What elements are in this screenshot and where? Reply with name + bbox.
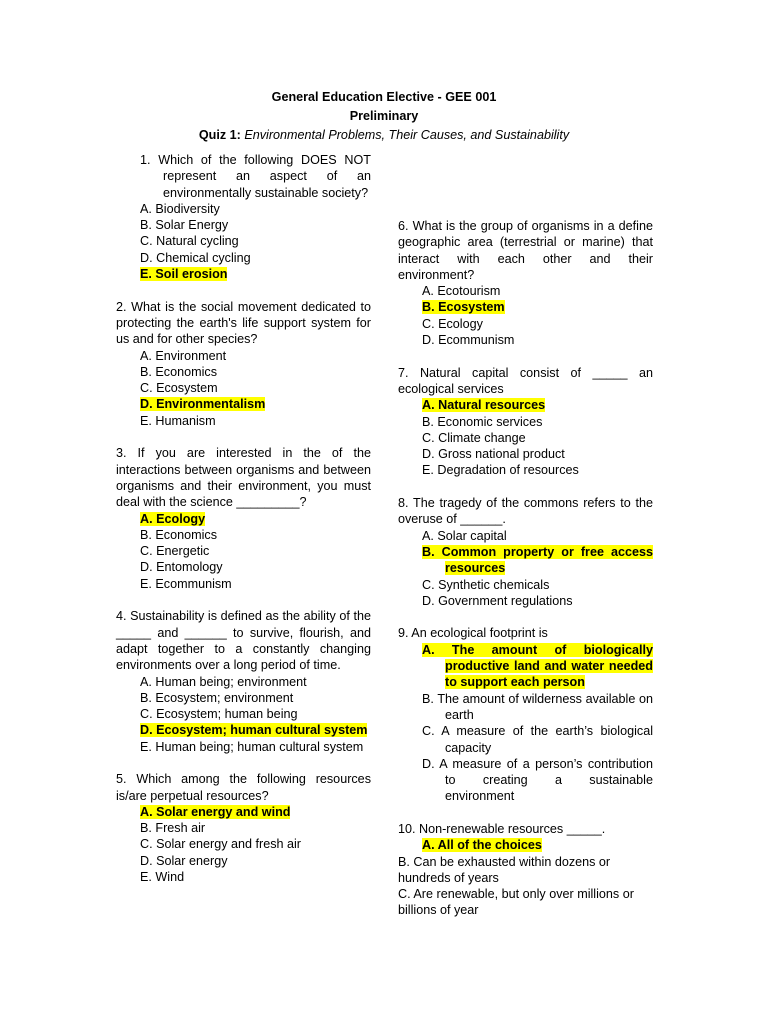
option-c: C. Ecosystem (140, 381, 218, 396)
option-e: E. Ecommunism (140, 576, 232, 591)
question-text: 3. If you are interested in the of the interactions between organisms and between organisms and their environment, you must deal with the science _________? (116, 446, 371, 510)
quiz-title (0, 126, 768, 145)
option-b: B. The amount of wilderness available on earth (422, 691, 653, 722)
option-d: D. A measure of a person’s contribution to creating a sustainable environment (422, 756, 653, 804)
option-b: B. Economic services (422, 414, 543, 429)
question-7 (398, 365, 653, 479)
option-a-answer (398, 837, 653, 853)
option-b: B. Economics (140, 364, 217, 379)
answer-highlight: E. Soil erosion (140, 267, 228, 282)
question-text: 5. Which among the following resources is/are perpetual resources? (116, 772, 371, 803)
option-a: A. Environment (140, 348, 227, 363)
option-b-answer (398, 544, 653, 577)
question-8 (398, 495, 653, 609)
option-b: B. Economics (140, 527, 217, 542)
option-b-answer (398, 299, 653, 315)
option-c: C. A measure of the earth’s biological capacity (422, 724, 653, 755)
option-e-answer (116, 266, 371, 282)
question-text: 7. Natural capital consist of _____ an ecological services (398, 365, 653, 396)
option-c: C. Are renewable, but only over millions or billions of year (398, 887, 634, 918)
document-header (0, 88, 768, 145)
question-text: 4. Sustainability is defined as the ability of the _____ and ______ to survive, flourish, and adapt together to a constantly changing environments over a long period of time. (116, 609, 371, 673)
question-text: 8. The tragedy of the commons refers to the overuse of ______. (398, 496, 653, 527)
option-a-answer (398, 397, 653, 413)
option-a-answer (116, 804, 371, 820)
question-10 (398, 821, 653, 919)
option-d: D. Government regulations (422, 593, 573, 608)
option-a: A. Biodiversity (140, 201, 220, 216)
right-column (398, 218, 653, 919)
option-c: C. Ecology (422, 316, 483, 331)
answer-highlight: A. The amount of biologically productive land and water needed to support each person (422, 642, 653, 690)
question-5 (116, 771, 371, 885)
question-text: 10. Non-renewable resources _____. (398, 821, 606, 836)
answer-highlight: A. Ecology (140, 511, 206, 526)
option-b: B. Fresh air (140, 821, 206, 836)
question-text: 2. What is the social movement dedicated to protecting the earth's life support system for us and for other species? (116, 299, 371, 347)
option-c: C. Energetic (140, 544, 210, 559)
answer-highlight: A. Solar energy and wind (140, 804, 291, 819)
term-title: Preliminary (349, 109, 419, 123)
question-4 (116, 608, 371, 755)
option-d: D. Chemical cycling (140, 250, 251, 265)
course-title: General Education Elective - GEE 001 (271, 90, 497, 104)
option-d: D. Gross national product (422, 447, 565, 462)
option-b: B. Ecosystem; environment (140, 690, 294, 705)
option-a-answer (398, 642, 653, 691)
question-2 (116, 299, 371, 429)
option-c: C. Natural cycling (140, 234, 239, 249)
answer-highlight: A. Natural resources (422, 398, 546, 413)
option-a: A. Solar capital (422, 528, 507, 543)
option-d: D. Solar energy (140, 853, 228, 868)
option-b: B. Solar Energy (140, 218, 229, 233)
answer-highlight: A. All of the choices (422, 838, 542, 853)
option-e: E. Human being; human cultural system (140, 739, 364, 754)
quiz-topic: Environmental Problems, Their Causes, and Sustainability (244, 128, 570, 142)
question-6 (398, 218, 653, 348)
question-text: 1. Which of the following DOES NOT represent an aspect of an environmentally sustainable society? (140, 153, 371, 200)
answer-highlight: D. Ecosystem; human cultural system (140, 723, 368, 738)
option-e: E. Humanism (140, 413, 216, 428)
option-a: A. Ecotourism (422, 284, 501, 299)
option-c: C. Ecosystem; human being (140, 707, 298, 722)
option-e: E. Wind (140, 870, 185, 885)
option-d: D. Entomology (140, 560, 223, 575)
left-column (116, 152, 371, 885)
option-a: A. Human being; environment (140, 674, 307, 689)
answer-highlight: B. Ecosystem (422, 300, 505, 315)
answer-highlight: B. Common property or free access resources (422, 544, 653, 576)
quiz-label: Quiz 1: (198, 128, 241, 142)
option-d-answer (116, 396, 371, 412)
option-e: E. Degradation of resources (422, 463, 579, 478)
question-9 (398, 625, 653, 804)
answer-highlight: D. Environmentalism (140, 397, 266, 412)
question-3 (116, 445, 371, 592)
option-d-answer (116, 722, 371, 738)
option-b: B. Can be exhausted within dozens or hundreds of years (398, 854, 611, 885)
option-a-answer (116, 511, 371, 527)
question-text: 6. What is the group of organisms in a define geographic area (terrestrial or marine) that interact with each other and their environment? (398, 219, 653, 282)
option-d: D. Ecommunism (422, 333, 515, 348)
option-c: C. Solar energy and fresh air (140, 837, 302, 852)
question-text: 9. An ecological footprint is (398, 626, 548, 641)
option-c: C. Synthetic chemicals (422, 577, 550, 592)
question-1 (116, 152, 371, 282)
option-c: C. Climate change (422, 430, 526, 445)
